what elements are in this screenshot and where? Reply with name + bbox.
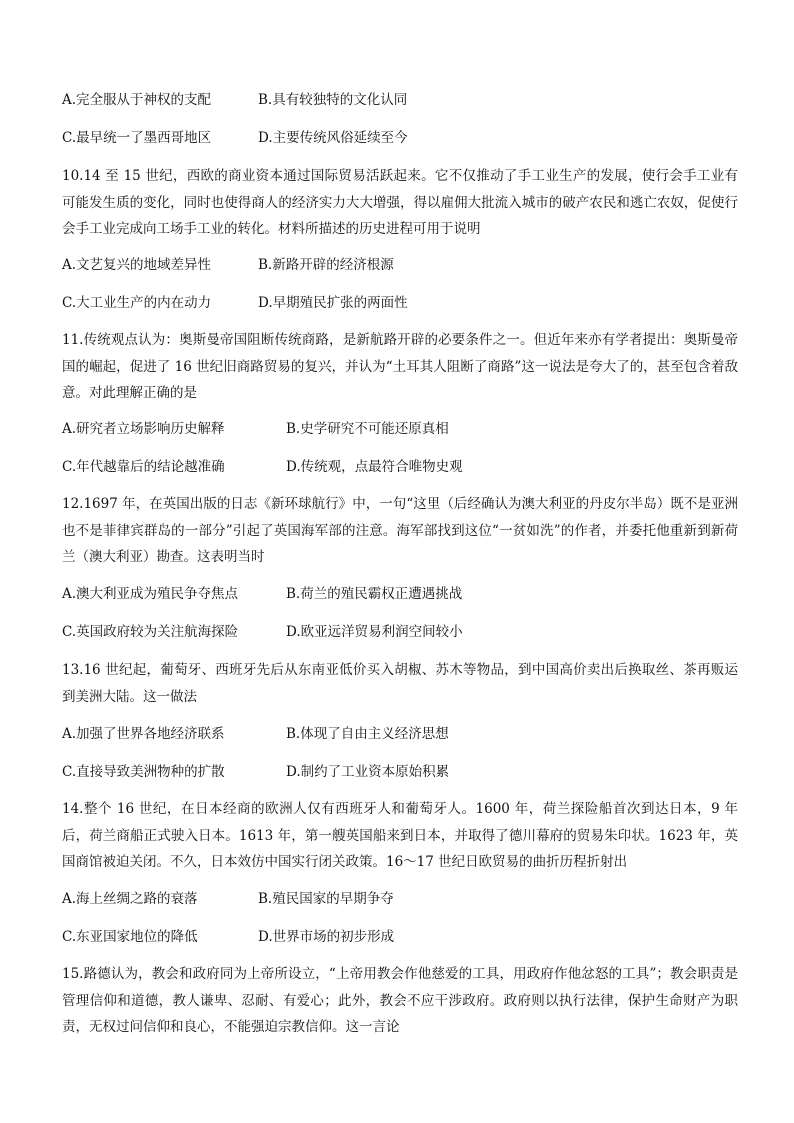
q14-option-c[interactable]: C.东亚国家地位的降低 [62,929,198,945]
q12-option-d[interactable]: D.欧亚远洋贸易利润空间较小 [286,624,463,640]
q9-option-b[interactable]: B.具有较独特的文化认同 [258,92,408,108]
q13-option-d[interactable]: D.制约了工业资本原始积累 [286,764,450,780]
q13-option-b[interactable]: B.体现了自由主义经济思想 [286,726,449,742]
q14-stem: 14.整个 16 世纪，在日本经商的欧洲人仅有西班牙人和葡萄牙人。1600 年，荷兰探险船首次到达日本，9 年后，荷兰商船正式驶入日本。1613 年，第一艘英国船来到日本，并取得了德川幕府的贸易朱印状。1623 年，英国商馆被迫关闭。不久，日本效仿中国实行闭关政策。16～17 世纪日欧贸易的曲折历程折射出 [62,801,738,870]
q14-option-d[interactable]: D.世界市场的初步形成 [258,929,395,945]
q12-option-c[interactable]: C.英国政府较为关注航海探险 [62,624,239,640]
q13-stem: 13.16 世纪起，葡萄牙、西班牙先后从东南亚低价买入胡椒、苏木等物品，到中国高价卖出后换取丝、茶再贩运到美洲大陆。这一做法 [62,662,738,705]
q14-option-a[interactable]: A.海上丝绸之路的衰落 [62,891,198,907]
q10-stem: 10.14 至 15 世纪，西欧的商业资本通过国际贸易活跃起来。它不仅推动了手工业生产的发展，使行会手工业有可能发生质的变化，同时也使得商人的经济实力大大增强，得以雇佣大批流入城市的破产农民和逃亡农奴，促使行会手工业完成向工场手工业的转化。材料所描述的历史进程可用于说明 [62,168,738,237]
q9-option-c[interactable]: C.最早统一了墨西哥地区 [62,130,212,146]
q11-stem: 11.传统观点认为：奥斯曼帝国阻断传统商路，是新航路开辟的必要条件之一。但近年来亦有学者提出：奥斯曼帝国的崛起，促进了 16 世纪旧商路贸易的复兴，并认为“土耳其人阻断了商路”这一说法是夸大了的，甚至包含着敌意。对此理解正确的是 [62,332,738,401]
q11-option-b[interactable]: B.史学研究不可能还原真相 [286,421,449,437]
exam-page [62,0,762,1123]
q11-option-a[interactable]: A.研究者立场影响历史解释 [62,421,225,437]
q9-option-a[interactable]: A.完全服从于神权的支配 [62,92,212,108]
q15-stem: 15.路德认为，教会和政府同为上帝所设立，“上帝用教会作他慈爱的工具，用政府作他忿怒的工具”；教会职责是管理信仰和道德，教人谦卑、忍耐、有爱心；此外，教会不应干涉政府。政府则以执行法律，保护生命财产为职责，无权过问信仰和良心，不能强迫宗教信仰。这一言论 [62,966,738,1035]
q13-option-a[interactable]: A.加强了世界各地经济联系 [62,726,225,742]
q11-option-d[interactable]: D.传统观，点最符合唯物史观 [286,459,463,475]
q10-option-b[interactable]: B.新路开辟的经济根源 [258,257,394,273]
q12-option-a[interactable]: A.澳大利亚成为殖民争夺焦点 [62,586,239,602]
q9-option-d[interactable]: D.主要传统风俗延续至今 [258,130,408,146]
q12-stem: 12.1697 年，在英国出版的日志《新环球航行》中，一句“这里（后经确认为澳大利亚的丹皮尔半岛）既不是亚洲也不是菲律宾群岛的一部分”引起了英国海军部的注意。海军部找到这位“一贫如洗”的作者，并委托他重新到新荷兰（澳大利亚）勘查。这表明当时 [62,496,738,565]
q10-option-d[interactable]: D.早期殖民扩张的两面性 [258,295,408,311]
q12-option-b[interactable]: B.荷兰的殖民霸权正遭遇挑战 [286,586,463,602]
q13-option-c[interactable]: C.直接导致美洲物种的扩散 [62,764,225,780]
q14-option-b[interactable]: B.殖民国家的早期争夺 [258,891,394,907]
q10-option-a[interactable]: A.文艺复兴的地域差异性 [62,257,212,273]
q11-option-c[interactable]: C.年代越靠后的结论越准确 [62,459,225,475]
q10-option-c[interactable]: C.大工业生产的内在动力 [62,295,212,311]
